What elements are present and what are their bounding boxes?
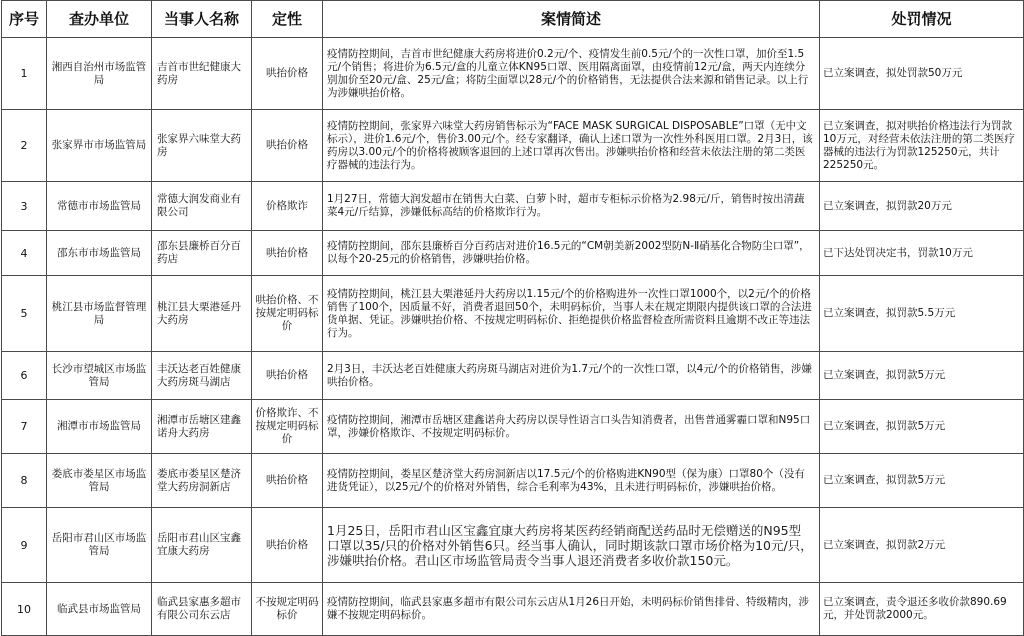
serial-no-cell: 4 — [2, 231, 47, 276]
nature-cell: 哄抬价格 — [252, 454, 323, 508]
investigating-unit-cell: 岳阳市君山区市场监管局 — [47, 508, 152, 583]
serial-no-cell: 9 — [2, 508, 47, 583]
investigating-unit-cell: 临武县市场监管局 — [47, 583, 152, 636]
case-summary-cell: 疫情防控期间，桃江县大栗港延丹大药房以1.15元/个的价格购进外一次性口罩1000个，以2元/个的价格销售了100个，因质量不好，消费者退回50个，未明码标价，当事人未在规定期限内提供该口罩的合法进货单据、凭证。涉嫌哄抬价格、不按规定明码标价、拒绝提供价格监督检查所需资料且逾期不改正等违法行为。 — [323, 276, 820, 352]
penalty-cell: 已立案调查，拟罚款2万元 — [820, 508, 1024, 583]
penalty-cell: 已下达处罚决定书，罚款10万元 — [820, 231, 1024, 276]
party-name-cell: 临武县家惠多超市有限公司东云店 — [152, 583, 252, 636]
table-row — [2, 583, 1024, 636]
case-summary-cell: 疫情防控期间，邵东县廉桥百分百药店对进价16.5元的“CM朝美新2002型防N-Ⅱ硝基化合物防尘口罩”，以每个20-25元的价格销售，涉嫌哄抬价格。 — [323, 231, 820, 276]
party-name-cell: 常德大润发商业有限公司 — [152, 182, 252, 231]
table-row — [2, 110, 1024, 182]
case-summary-cell: 疫情防控期间，湘潭市岳塘区建鑫诺舟大药房以误导性语言口头告知消费者，出售普通雾霾口罩和N95口罩，涉嫌价格欺诈、不按规定明码标价。 — [323, 400, 820, 454]
case-summary-cell: 1月27日，常德大润发超市在销售大白菜、白萝卜时，超市专柜标示价格为2.98元/斤，销售时按出清蔬菜4元/斤结算，涉嫌低标高结的价格欺诈行为。 — [323, 182, 820, 231]
investigating-unit-cell: 长沙市望城区市场监管局 — [47, 352, 152, 400]
serial-no-cell: 1 — [2, 38, 47, 110]
party-name-cell: 湘潭市岳塘区建鑫诺舟大药房 — [152, 400, 252, 454]
penalty-cases-table — [1, 0, 1024, 636]
header-serial-no: 序号 — [2, 1, 47, 38]
penalty-cell: 已立案调查，拟罚款5万元 — [820, 400, 1024, 454]
penalty-cell: 已立案调查，拟罚款5.5万元 — [820, 276, 1024, 352]
penalty-cell: 已立案调查，拟罚款20万元 — [820, 182, 1024, 231]
investigating-unit-cell: 湘潭市市场监管局 — [47, 400, 152, 454]
header-case-summary: 案情简述 — [323, 1, 820, 38]
serial-no-cell: 6 — [2, 352, 47, 400]
party-name-cell: 张家界六味堂大药房 — [152, 110, 252, 182]
party-name-cell: 邵东县廉桥百分百药店 — [152, 231, 252, 276]
party-name-cell: 岳阳市君山区宝鑫宜康大药房 — [152, 508, 252, 583]
nature-cell: 哄抬价格 — [252, 38, 323, 110]
table-row — [2, 182, 1024, 231]
header-party-name: 当事人名称 — [152, 1, 252, 38]
nature-cell: 哄抬价格、不按规定明码标价 — [252, 276, 323, 352]
party-name-cell: 丰沃达老百姓健康大药房斑马湖店 — [152, 352, 252, 400]
investigating-unit-cell: 娄底市娄星区市场监管局 — [47, 454, 152, 508]
investigating-unit-cell: 常德市市场监管局 — [47, 182, 152, 231]
case-summary-cell: 1月25日，岳阳市君山区宝鑫宜康大药房将某医药经销商配送药品时无偿赠送的N95型口罩以35/只的价格对外销售6只。经当事人确认，同时期该款口罩市场价格为10元/只，涉嫌哄抬价格。君山区市场监管局责令当事人退还消费者多收价款150元。 — [323, 508, 820, 583]
table-body — [2, 38, 1024, 636]
nature-cell: 哄抬价格 — [252, 352, 323, 400]
nature-cell: 哄抬价格 — [252, 110, 323, 182]
serial-no-cell: 2 — [2, 110, 47, 182]
header-investigating-unit: 查办单位 — [47, 1, 152, 38]
penalty-cell: 已立案调查，拟罚款5万元 — [820, 352, 1024, 400]
table-row — [2, 454, 1024, 508]
serial-no-cell: 10 — [2, 583, 47, 636]
nature-cell: 价格欺诈、不按规定明码标价 — [252, 400, 323, 454]
party-name-cell: 吉首市世纪健康大药房 — [152, 38, 252, 110]
investigating-unit-cell: 湘西自治州市场监管局 — [47, 38, 152, 110]
table-row — [2, 276, 1024, 352]
serial-no-cell: 5 — [2, 276, 47, 352]
nature-cell: 哄抬价格 — [252, 508, 323, 583]
header-row — [2, 1, 1024, 38]
investigating-unit-cell: 桃江县市场监督管理局 — [47, 276, 152, 352]
header-nature: 定性 — [252, 1, 323, 38]
table-row — [2, 352, 1024, 400]
nature-cell: 价格欺诈 — [252, 182, 323, 231]
case-summary-cell: 疫情防控期间，吉首市世纪健康大药房将进价0.2元/个、疫情发生前0.5元/个的一次性口罩，加价至1.5元/个销售；将进价为6.5元/盒的儿童立体KN95口罩、医用隔离面罩，由疫情前12元/盒，两天内连续分别加价至20元/盒、25元/盒；将防尘面罩以28元/个的价格销售，无法提供合法来源和销售记录。以上行为涉嫌哄抬价格。 — [323, 38, 820, 110]
nature-cell: 哄抬价格 — [252, 231, 323, 276]
party-name-cell: 桃江县大栗港延丹大药房 — [152, 276, 252, 352]
header-penalty: 处罚情况 — [820, 1, 1024, 38]
case-summary-cell: 2月3日，丰沃达老百姓健康大药房斑马湖店对进价为1.7元/个的一次性口罩，以4元/个的价格销售，涉嫌哄抬价格。 — [323, 352, 820, 400]
table-header — [2, 1, 1024, 38]
table-row — [2, 400, 1024, 454]
nature-cell: 不按规定明码标价 — [252, 583, 323, 636]
penalty-cell: 已立案调查，拟处罚款50万元 — [820, 38, 1024, 110]
table-row — [2, 508, 1024, 583]
table-row — [2, 231, 1024, 276]
serial-no-cell: 8 — [2, 454, 47, 508]
penalty-cell: 已立案调查，拟罚款5万元 — [820, 454, 1024, 508]
serial-no-cell: 7 — [2, 400, 47, 454]
case-summary-cell: 疫情防控期间，张家界六味堂大药房销售标示为“FACE MASK SURGICAL DISPOSABLE”口罩（无中文标示），进价1.6元/个，售价3.00元/个。经专家翻译，确认上述口罩为一次性外科医用口罩。2月3日，该药房以3.00元/个的价格将被顾客退回的上述口罩再次售出。涉嫌哄抬价格和经营未依法注册的第二类医疗器械的违法行为。 — [323, 110, 820, 182]
serial-no-cell: 3 — [2, 182, 47, 231]
table-row — [2, 38, 1024, 110]
investigating-unit-cell: 张家界市市场监管局 — [47, 110, 152, 182]
party-name-cell: 娄底市娄星区楚济堂大药房洞新店 — [152, 454, 252, 508]
penalty-cell: 已立案调查，拟对哄抬价格违法行为罚款10万元，对经营未依法注册的第二类医疗器械的违法行为罚款125250元，共计225250元。 — [820, 110, 1024, 182]
case-summary-cell: 疫情防控期间，娄星区楚济堂大药房洞新店以17.5元/个的价格购进KN90型（保为康）口罩80个（没有进货凭证），以25元/个的价格对外销售，综合毛利率为43%，且未进行明码标价，涉嫌哄抬价格。 — [323, 454, 820, 508]
case-summary-cell: 疫情防控期间，临武县家惠多超市有限公司东云店从1月26日开始，未明码标价销售排骨、特级精肉，涉嫌不按规定明码标价。 — [323, 583, 820, 636]
penalty-cell: 已立案调查，责令退还多收价款890.69元，并处罚款2000元。 — [820, 583, 1024, 636]
investigating-unit-cell: 邵东市市场监管局 — [47, 231, 152, 276]
